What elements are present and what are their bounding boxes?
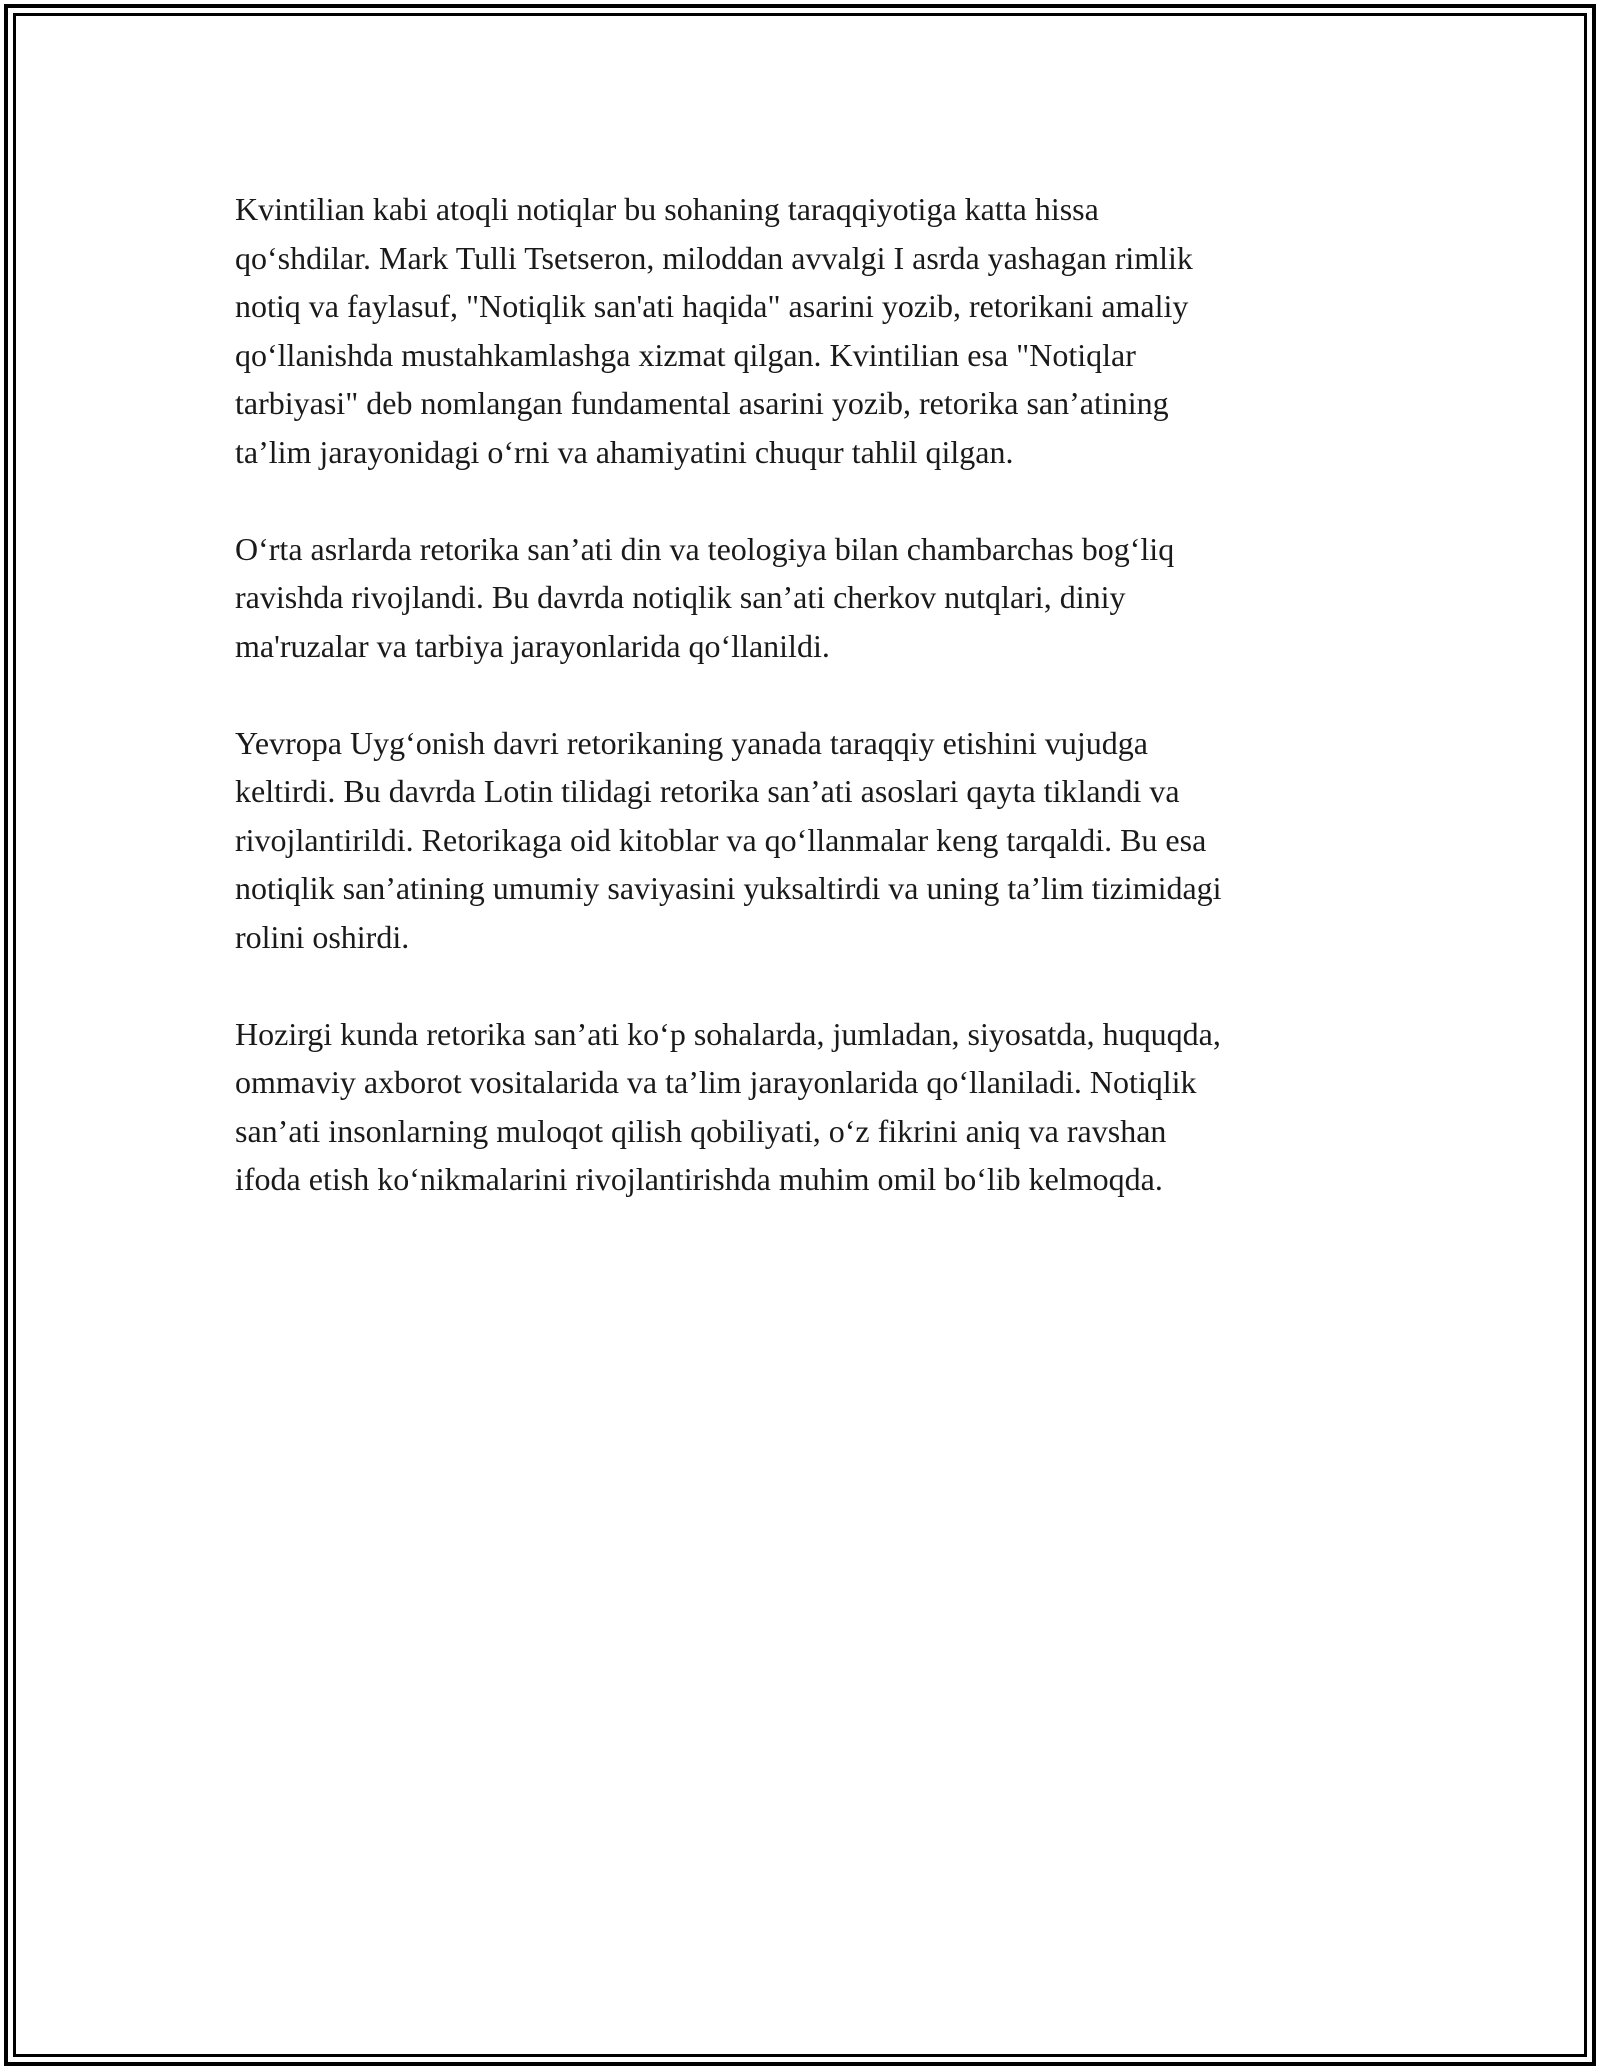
text-line: Kvintilian kabi atoqli notiqlar bu sohaning taraqqiyotiga katta hissa: [235, 191, 1099, 227]
text-line: ta’lim jarayonidagi o‘rni va ahamiyatini chuqur tahlil qilgan.: [235, 433, 1014, 470]
text-line: san’ati insonlarning muloqot qilish qobiliyati, o‘z fikrini aniq va ravshan: [235, 1112, 1167, 1149]
text-line: qo‘shdilar. Mark Tulli Tsetseron, miloddan avvalgi I asrda yashagan rimlik: [235, 239, 1193, 276]
text-line: ravishda rivojlandi. Bu davrda notiqlik san’ati cherkov nutqlari, diniy: [235, 579, 1126, 615]
text-line: ifoda etish ko‘nikmalarini rivojlantirishda muhim omil bo‘lib kelmoqda.: [235, 1161, 1163, 1197]
text-line: Hozirgi kunda retorika san’ati ko‘p sohalarda, jumladan, siyosatda, huquqda,: [235, 1015, 1221, 1052]
text-line: qo‘llanishda mustahkamlashga xizmat qilgan. Kvintilian esa "Notiqlar: [235, 336, 1136, 373]
text-line: keltirdi. Bu davrda Lotin tilidagi retorika san’ati asoslari qayta tiklandi va: [235, 773, 1180, 809]
paragraph: [235, 719, 1375, 962]
paragraph: [235, 525, 1375, 671]
text-line: notiq va faylasuf, "Notiqlik san'ati haqida" asarini yozib, retorikani amaliy: [235, 288, 1189, 324]
text-line: tarbiyasi" deb nomlangan fundamental asarini yozib, retorika san’atining: [235, 385, 1169, 421]
text-line: ommaviy axborot vositalarida va ta’lim jarayonlarida qo‘llaniladi. Notiqlik: [235, 1064, 1197, 1100]
text-line: rolini oshirdi.: [235, 918, 410, 955]
text-line: O‘rta asrlarda retorika san’ati din va teologiya bilan chambarchas bog‘liq: [235, 530, 1175, 567]
text-line: Yevropa Uyg‘onish davri retorikaning yanada taraqqiy etishini vujudga: [235, 724, 1148, 761]
text-line: ma'ruzalar va tarbiya jarayonlarida qo‘llanildi.: [235, 627, 830, 664]
document-body: [235, 185, 1375, 1252]
text-line: rivojlantirildi. Retorikaga oid kitoblar va qo‘llanmalar keng tarqaldi. Bu esa: [235, 821, 1207, 858]
paragraph: [235, 1010, 1375, 1204]
paragraph: [235, 185, 1375, 476]
text-line: notiqlik san’atining umumiy saviyasini yuksaltirdi va uning ta’lim tizimidagi: [235, 870, 1222, 906]
